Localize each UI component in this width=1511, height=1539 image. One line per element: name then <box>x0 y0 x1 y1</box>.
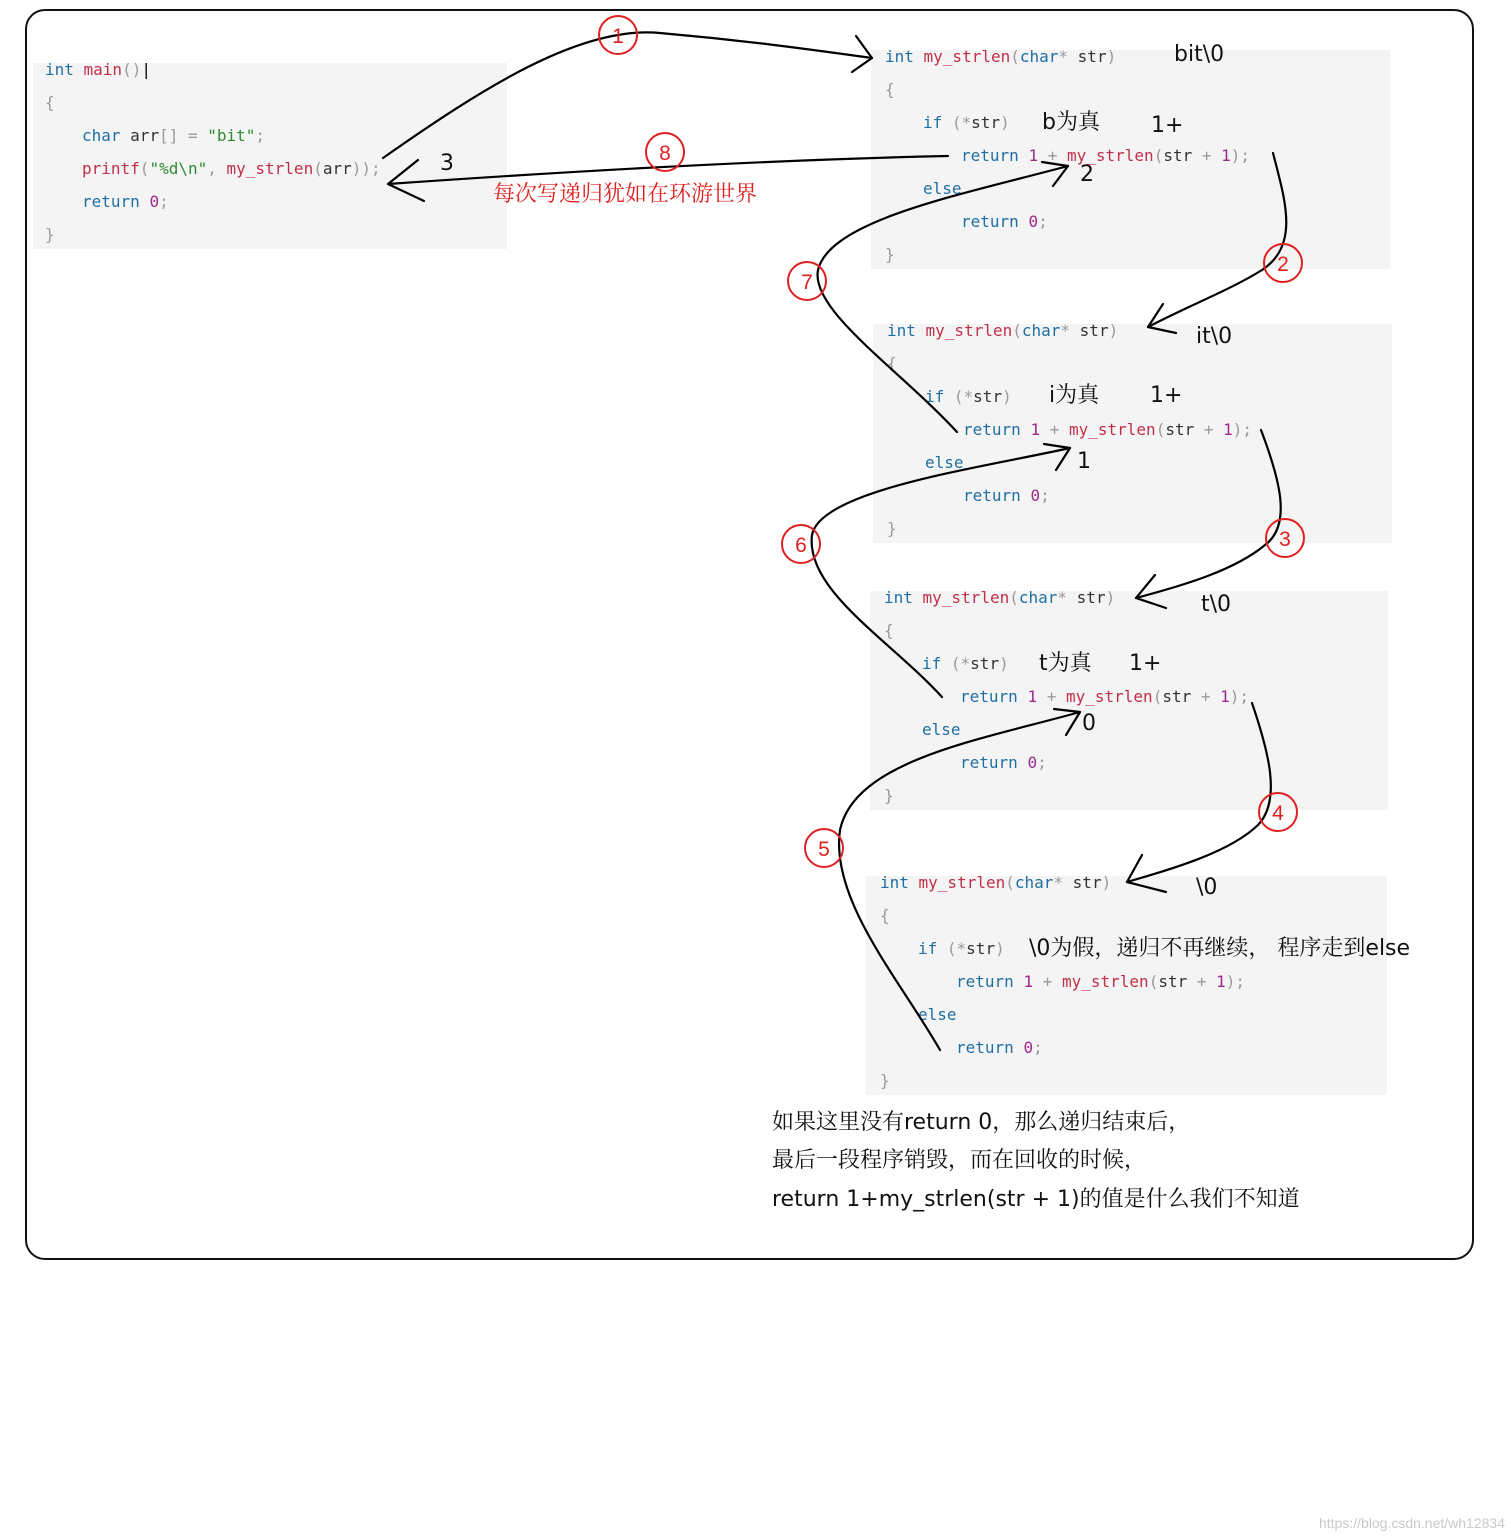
main-return: return 0; <box>82 192 169 211</box>
frame3-string: t\0 <box>1201 592 1232 617</box>
frame1-condition: b为真 <box>1042 110 1100 135</box>
frame-return-zero: return 0; <box>961 212 1048 231</box>
main-return-value: 3 <box>440 151 454 176</box>
frame-else: else <box>923 179 962 198</box>
frame-signature: int my_strlen(char* str) <box>885 47 1117 66</box>
frame1-plus: 1+ <box>1151 113 1184 138</box>
arrowhead-step-7 <box>1042 162 1068 186</box>
frame3-condition: t为真 <box>1039 651 1092 676</box>
step-number: 8 <box>659 142 671 165</box>
frame-return-recursive: return 1 + my_strlen(str + 1); <box>956 972 1246 991</box>
step-number: 4 <box>1272 802 1284 825</box>
frame4-string: \0 <box>1196 875 1218 900</box>
bottom-note-line-2: 最后一段程序销毁，而在回收的时候， <box>772 1148 1147 1173</box>
frame-close-brace: } <box>887 519 897 538</box>
step-badge-5 <box>805 829 843 867</box>
frame-close-brace: } <box>884 786 894 805</box>
frame-close-brace: } <box>885 245 895 264</box>
arrowhead-step-4 <box>1127 855 1166 892</box>
frame2-string: it\0 <box>1196 324 1233 349</box>
frame-return-recursive: return 1 + my_strlen(str + 1); <box>963 420 1253 439</box>
frame-open-brace: { <box>887 354 897 373</box>
arrow-step-7 <box>818 166 1068 432</box>
frame-if: if (*str) <box>923 113 1010 132</box>
arrowhead-step-1 <box>852 36 872 72</box>
frame-return-zero: return 0; <box>963 486 1050 505</box>
main-close-brace: } <box>45 225 55 244</box>
frame-open-brace: { <box>885 80 895 99</box>
frame-if: if (*str) <box>918 939 1005 958</box>
watermark: https://blog.csdn.net/wh12834 <box>1318 1515 1505 1531</box>
arrow-step-2 <box>1148 153 1286 327</box>
frame-else: else <box>918 1005 957 1024</box>
frame-signature: int my_strlen(char* str) <box>887 321 1119 340</box>
frame-open-brace: { <box>880 906 890 925</box>
arrowhead-step-8 <box>388 160 424 201</box>
red-note: 每次写递归犹如在环游世界 <box>493 182 758 207</box>
step-number: 5 <box>818 838 830 861</box>
step-number: 1 <box>612 25 624 48</box>
frame1-string: bit\0 <box>1174 42 1225 67</box>
frame-if: if (*str) <box>922 654 1009 673</box>
frame4-condition: \0为假，递归不再继续， 程序走到else <box>1029 936 1411 961</box>
frame-close-brace: } <box>880 1071 890 1090</box>
frame-else: else <box>925 453 964 472</box>
frame2-plus: 1+ <box>1150 383 1183 408</box>
step-number: 2 <box>1277 253 1289 276</box>
frame-if: if (*str) <box>925 387 1012 406</box>
frame2-condition: i为真 <box>1049 383 1100 408</box>
frame3-plus: 1+ <box>1129 651 1162 676</box>
frame2-return-value: 1 <box>1077 449 1091 474</box>
step-badge-7 <box>788 262 826 300</box>
main-decl: char arr[] = "bit"; <box>82 126 266 145</box>
bottom-note-line-1: 如果这里没有return 0，那么递归结束后， <box>772 1110 1191 1135</box>
bottom-note-line-3: return 1+my_strlen(str + 1)的值是什么我们不知道 <box>772 1187 1300 1212</box>
step-number: 3 <box>1279 528 1291 551</box>
step-number: 6 <box>795 534 807 557</box>
arrowhead-step-2 <box>1148 304 1176 333</box>
frame-signature: int my_strlen(char* str) <box>880 873 1112 892</box>
arrow-step-3 <box>1136 430 1281 598</box>
arrow-step-6 <box>812 448 1070 697</box>
frame1-return-value: 2 <box>1080 162 1094 187</box>
frame-return-zero: return 0; <box>956 1038 1043 1057</box>
step-badge-8 <box>646 133 684 171</box>
frame-return-recursive: return 1 + my_strlen(str + 1); <box>960 687 1250 706</box>
arrowhead-step-6 <box>1044 444 1070 470</box>
frame3-return-value: 0 <box>1082 711 1096 736</box>
main-printf: printf("%d\n", my_strlen(arr)); <box>82 159 381 178</box>
step-badge-4 <box>1259 793 1297 831</box>
frame-return-zero: return 0; <box>960 753 1047 772</box>
frame-return-recursive: return 1 + my_strlen(str + 1); <box>961 146 1251 165</box>
step-badge-6 <box>782 525 820 563</box>
step-badge-1 <box>599 16 637 54</box>
step-number: 7 <box>801 271 813 294</box>
main-open-brace: { <box>45 93 55 112</box>
frame-else: else <box>922 720 961 739</box>
frame-open-brace: { <box>884 621 894 640</box>
arrow-step-4 <box>1127 703 1271 882</box>
main-signature: int main()| <box>45 60 151 79</box>
arrow-step-5 <box>839 712 1080 1050</box>
frame-signature: int my_strlen(char* str) <box>884 588 1116 607</box>
